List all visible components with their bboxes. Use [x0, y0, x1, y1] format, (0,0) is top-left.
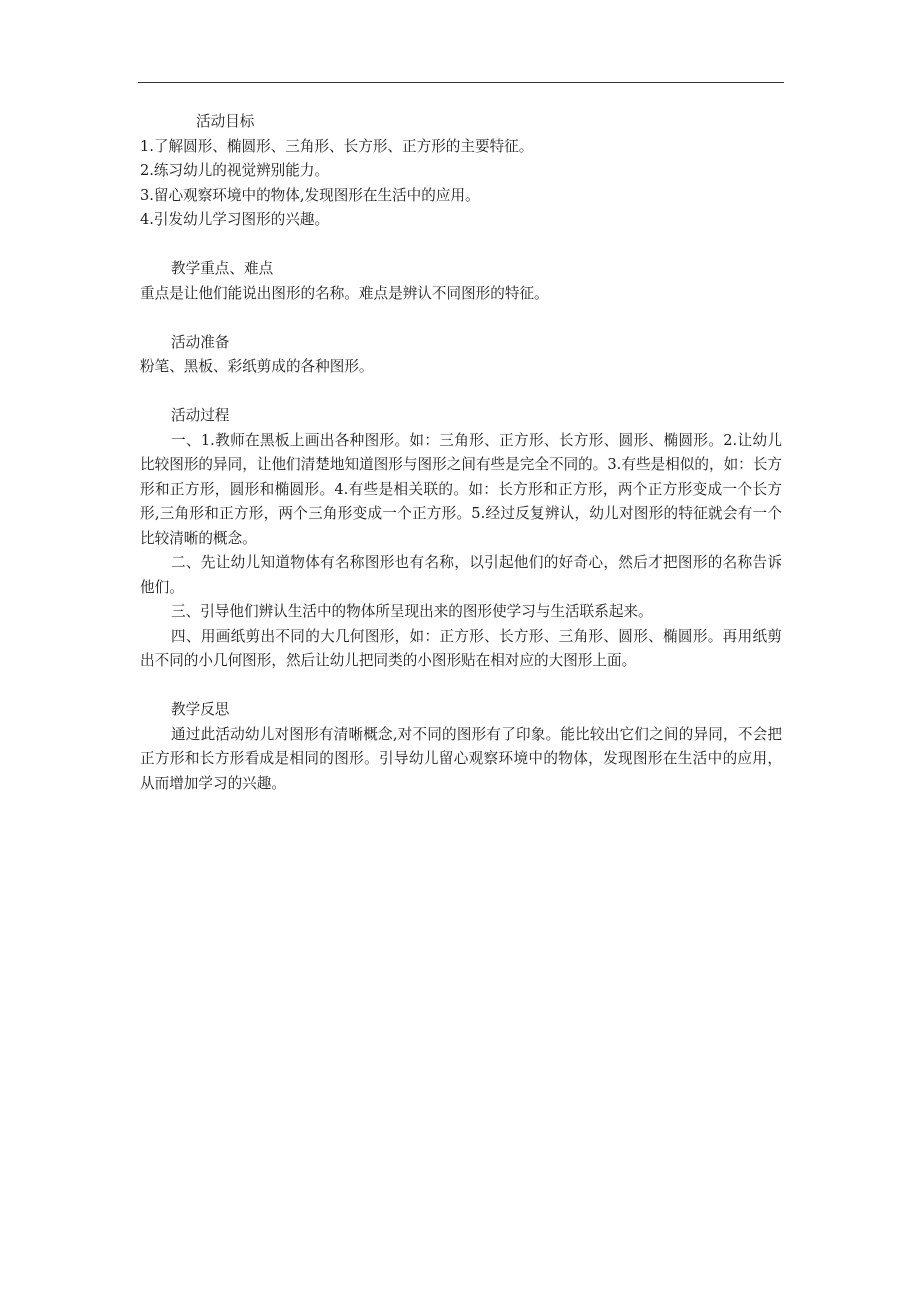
section-teaching-reflection [140, 698, 782, 796]
section-activity-process [140, 404, 782, 674]
process-paragraph: 四、用画纸剪出不同的大几何图形，如：正方形、长方形、三角形、圆形、椭圆形。再用纸剪出不同的小几何图形，然后让幼儿把同类的小图形贴在相对应的大图形上面。 [140, 627, 782, 669]
process-paragraph: 一、1.教师在黑板上画出各种图形。如：三角形、正方形、长方形、圆形、椭圆形。2.让幼儿比较图形的异同，让他们清楚地知道图形与图形之间有些是完全不同的。3.有些是相似的，如：长方形和正方形，圆形和椭圆形。4.有些是相关联的。如：长方形和正方形，两个正方形变成一个长方形,三角形和正方形，两个三角形变成一个正方形。5.经过反复辨认，幼儿对图形的特征就会有一个比较清晰的概念。 [140, 431, 782, 547]
section-heading: 活动过程 [171, 407, 230, 424]
section-text: 通过此活动幼儿对图形有清晰概念,对不同的图形有了印象。能比较出它们之间的异同，不会把正方形和长方形看成是相同的图形。引导幼儿留心观察环境中的物体，发现图形在生活中的应用，从而增加学习的兴趣。 [140, 725, 782, 792]
section-text: 重点是让他们能说出图形的名称。难点是辨认不同图形的特征。 [140, 284, 549, 302]
spacer [140, 380, 782, 405]
section-heading: 教学重点、难点 [171, 260, 274, 277]
section-activity-goals [140, 110, 782, 233]
section-preparation [140, 331, 782, 380]
section-text: 粉笔、黑板、彩纸剪成的各种图形。 [140, 358, 374, 375]
spacer [140, 674, 782, 699]
spacer [140, 233, 782, 258]
header-rule [138, 82, 784, 83]
goal-item: 3.留心观察环境中的物体,发现图形在生活中的应用。 [140, 186, 480, 204]
section-key-points [140, 257, 782, 306]
spacer [140, 306, 782, 331]
section-heading: 活动目标 [196, 113, 255, 130]
goal-item: 1.了解圆形、椭圆形、三角形、长方形、正方形的主要特征。 [140, 137, 534, 155]
document-body [140, 110, 782, 796]
goal-item: 4.引发幼儿学习图形的兴趣。 [140, 211, 330, 228]
section-heading: 教学反思 [171, 701, 230, 718]
section-heading: 活动准备 [171, 333, 230, 351]
goal-item: 2.练习幼儿的视觉辨别能力。 [140, 162, 330, 179]
process-paragraph: 三、引导他们辨认生活中的物体所呈现出来的图形使学习与生活联系起来。 [171, 603, 653, 620]
process-paragraph: 二、先让幼儿知道物体有名称图形也有名称，以引起他们的好奇心，然后才把图形的名称告诉他们。 [140, 554, 782, 596]
